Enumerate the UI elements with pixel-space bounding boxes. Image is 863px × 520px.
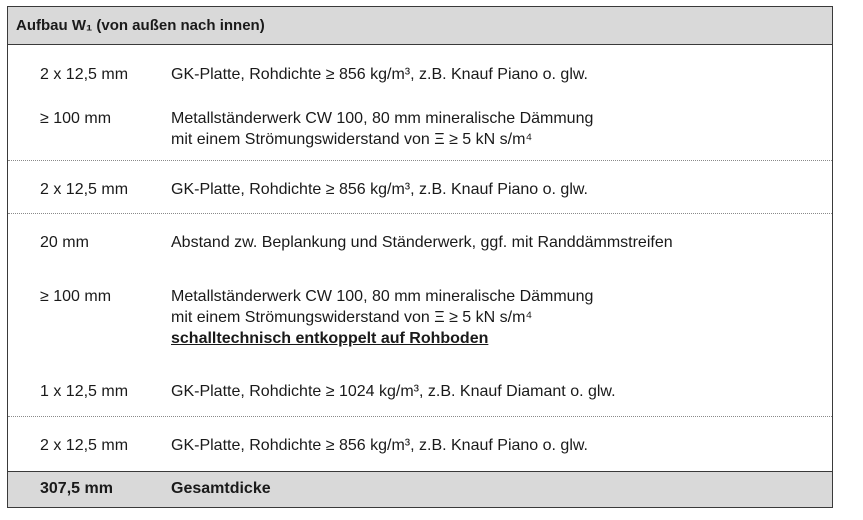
layer-emphasis-note: schalltechnisch entkoppelt auf Rohboden [171,330,489,347]
layer-description [171,64,588,85]
row-divider [8,213,832,214]
layer-description-line: mit einem Strömungswiderstand von Ξ ≥ 5 kN s/m⁴ [171,309,533,326]
layer-thickness: 1 x 12,5 mm [40,383,129,400]
layer-description [171,381,616,402]
layer-description-line: mit einem Strömungswiderstand von Ξ ≥ 5 kN s/m⁴ [171,131,533,148]
layer-thickness: 20 mm [40,234,89,251]
layer-thickness: ≥ 100 mm [40,110,112,127]
total-thickness: 307,5 mm [40,480,113,497]
layer-description [171,286,593,349]
layer-description [171,179,588,200]
layer-description-line: Abstand zw. Beplankung und Ständerwerk, ggf. mit Randdämmstreifen [171,234,673,251]
layer-thickness: 2 x 12,5 mm [40,437,129,454]
construction-table [7,6,833,508]
layer-description [171,435,588,456]
table-header: Aufbau W₁ (von außen nach innen) [8,7,832,45]
total-label: Gesamtdicke [171,480,271,497]
row-divider [8,160,832,161]
layer-description-line: GK-Platte, Rohdichte ≥ 856 kg/m³, z.B. Knauf Piano o. glw. [171,181,588,198]
layer-description [171,108,593,150]
layer-description-line: GK-Platte, Rohdichte ≥ 1024 kg/m³, z.B. Knauf Diamant o. glw. [171,383,616,400]
layer-description-line: Metallständerwerk CW 100, 80 mm mineralische Dämmung [171,288,594,305]
layer-thickness: ≥ 100 mm [40,288,112,305]
layer-thickness: 2 x 12,5 mm [40,66,129,83]
layer-description-line: Metallständerwerk CW 100, 80 mm mineralische Dämmung [171,110,594,127]
table-footer [8,471,832,507]
layer-thickness: 2 x 12,5 mm [40,181,129,198]
row-divider [8,416,832,417]
layer-description-line: GK-Platte, Rohdichte ≥ 856 kg/m³, z.B. Knauf Piano o. glw. [171,66,588,83]
layer-description [171,232,673,253]
layer-description-line: GK-Platte, Rohdichte ≥ 856 kg/m³, z.B. Knauf Piano o. glw. [171,437,588,454]
